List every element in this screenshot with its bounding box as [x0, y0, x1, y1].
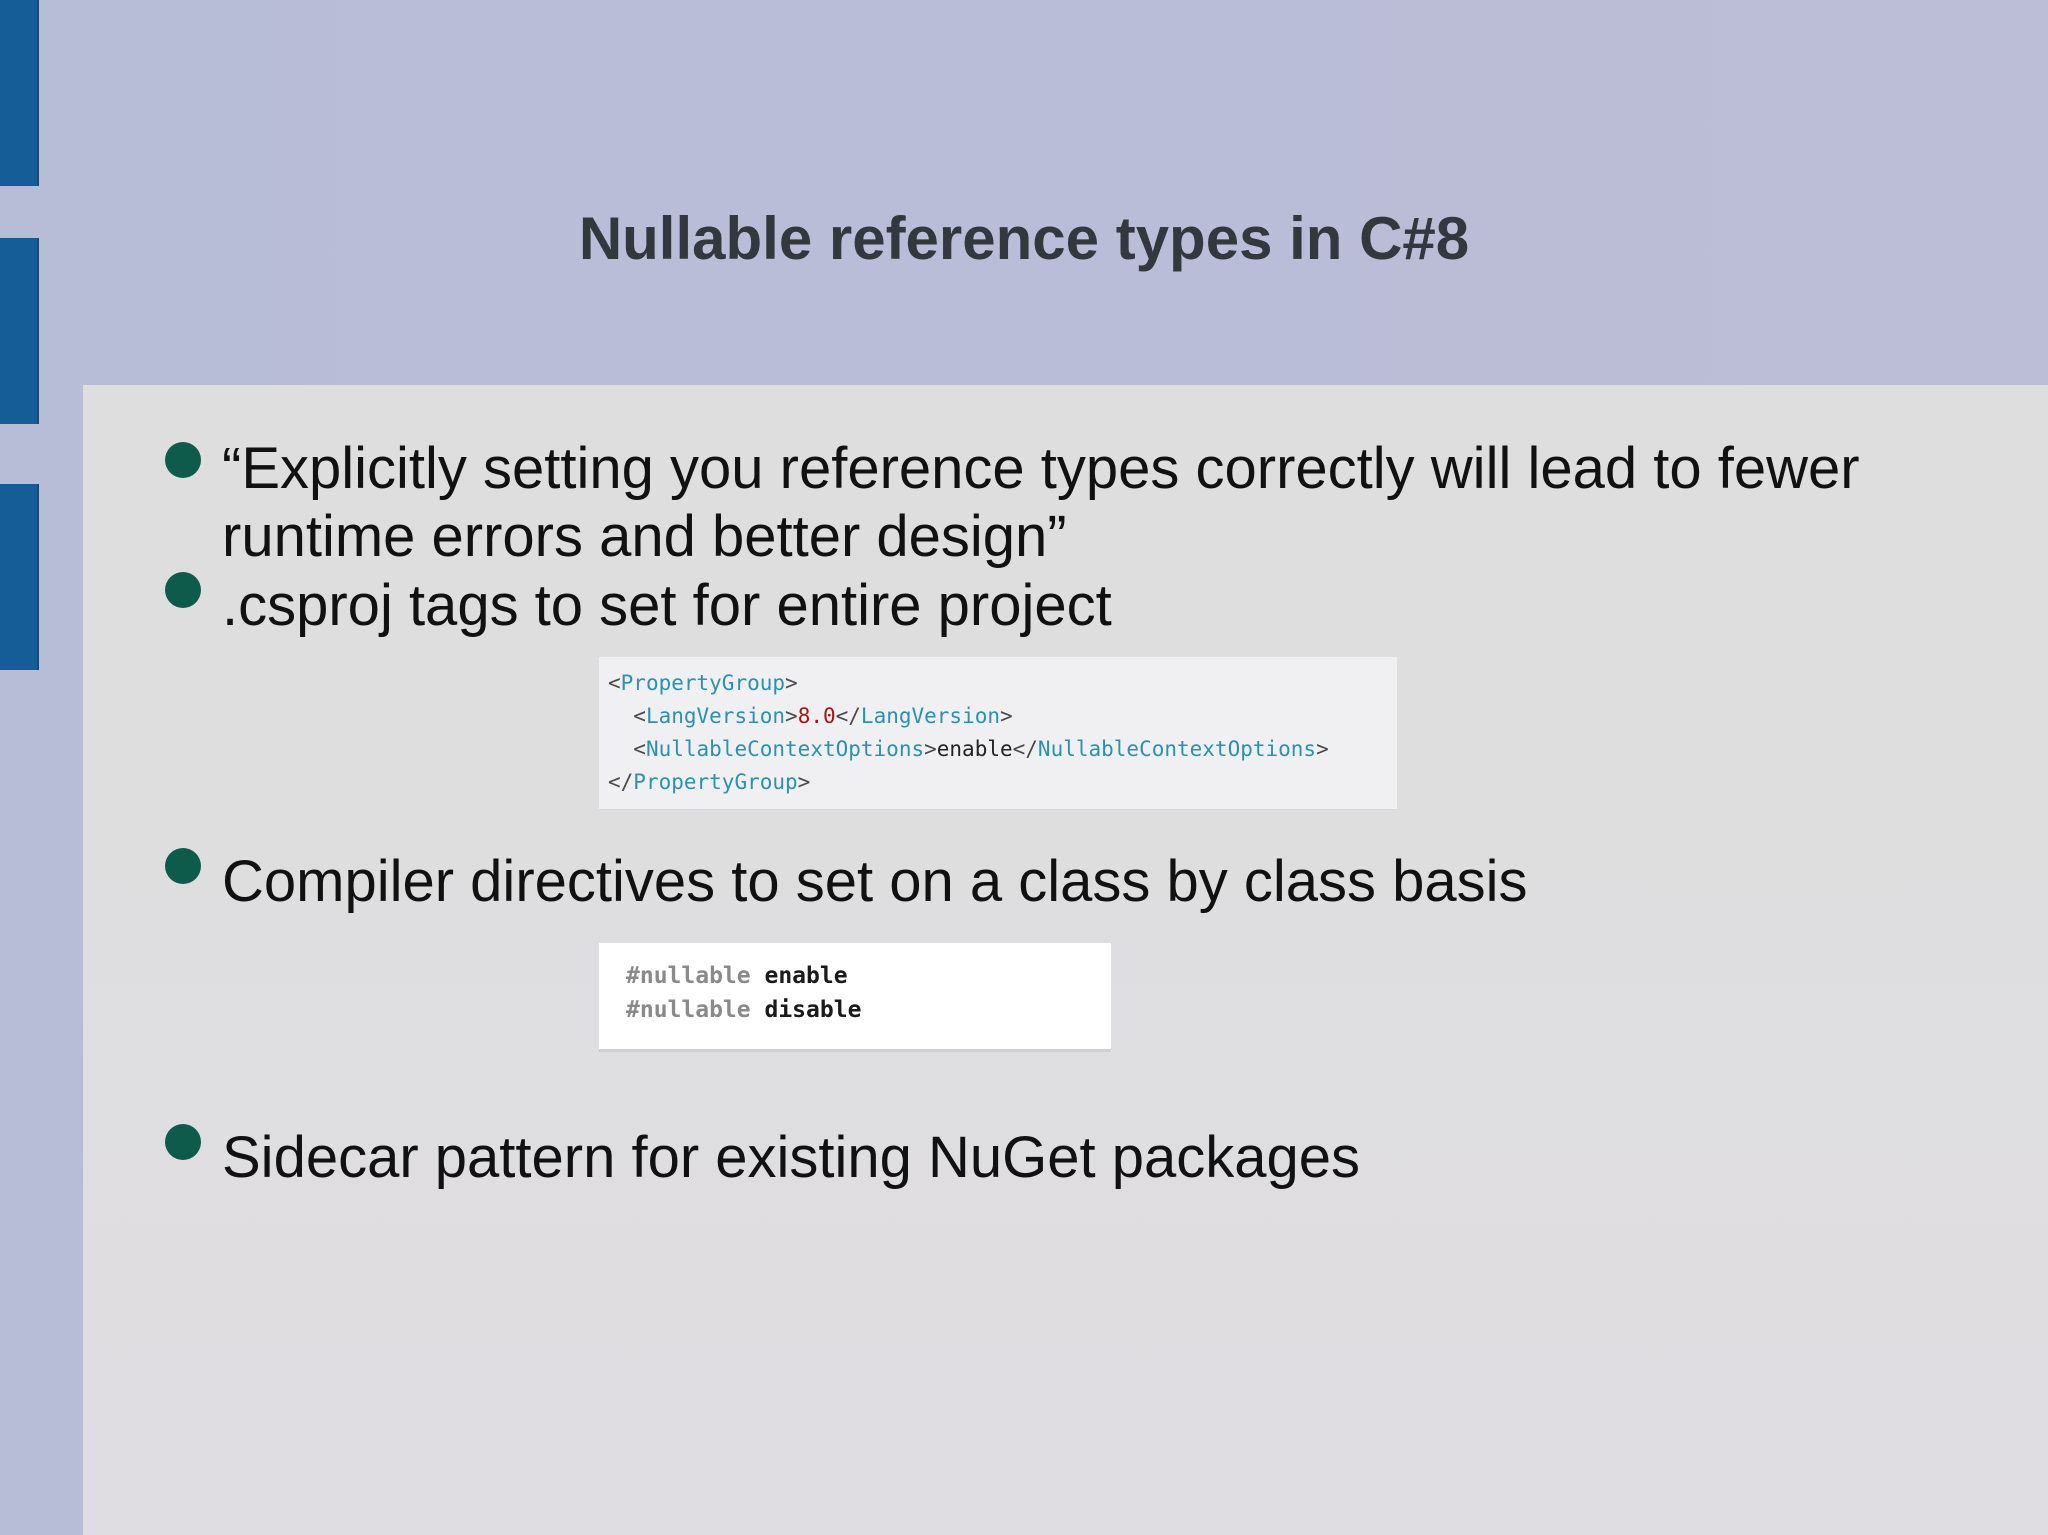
- bullet-text: Compiler directives to set on a class by class basis: [222, 849, 1528, 914]
- directive-keyword: #nullable: [626, 963, 751, 989]
- decorative-side-bar: [0, 0, 39, 186]
- directive-value: enable: [764, 963, 848, 989]
- code-tag: NullableContextOptions: [645, 737, 925, 761]
- code-value: 8.0: [797, 704, 836, 728]
- code-tag: LangVersion: [645, 704, 786, 728]
- directives-code-snippet: [599, 943, 1111, 1052]
- bullet-dot-icon: [165, 442, 201, 478]
- code-value: enable: [936, 737, 1013, 761]
- bullet-dot-icon: [165, 848, 201, 884]
- code-tag: NullableContextOptions: [1037, 737, 1317, 761]
- bullet-text: Sidecar pattern for existing NuGet packages: [222, 1125, 1361, 1190]
- code-tag: PropertyGroup: [620, 671, 786, 695]
- slide-title: Nullable reference types in C#8: [578, 205, 1470, 272]
- directive-value: disable: [764, 997, 862, 1023]
- decorative-side-bar: [0, 484, 39, 670]
- bullet-text: .csproj tags to set for entire project: [222, 573, 1112, 638]
- code-tag: LangVersion: [860, 704, 1000, 728]
- csproj-code-snippet: <PropertyGroup> <LangVersion>8.0</LangVersion> <NullableContextOptions>enable</NullableContextOptions> </PropertyGroup>: [599, 657, 1397, 810]
- content-area: [83, 385, 2048, 1535]
- bullet-text: “Explicitly setting you reference types correctly will lead to fewer runtime errors and better design”: [222, 436, 1860, 569]
- bullet-dot-icon: [165, 1124, 201, 1160]
- bullet-dot-icon: [165, 572, 201, 608]
- code-tag: PropertyGroup: [633, 770, 798, 794]
- directive-keyword: #nullable: [626, 997, 751, 1023]
